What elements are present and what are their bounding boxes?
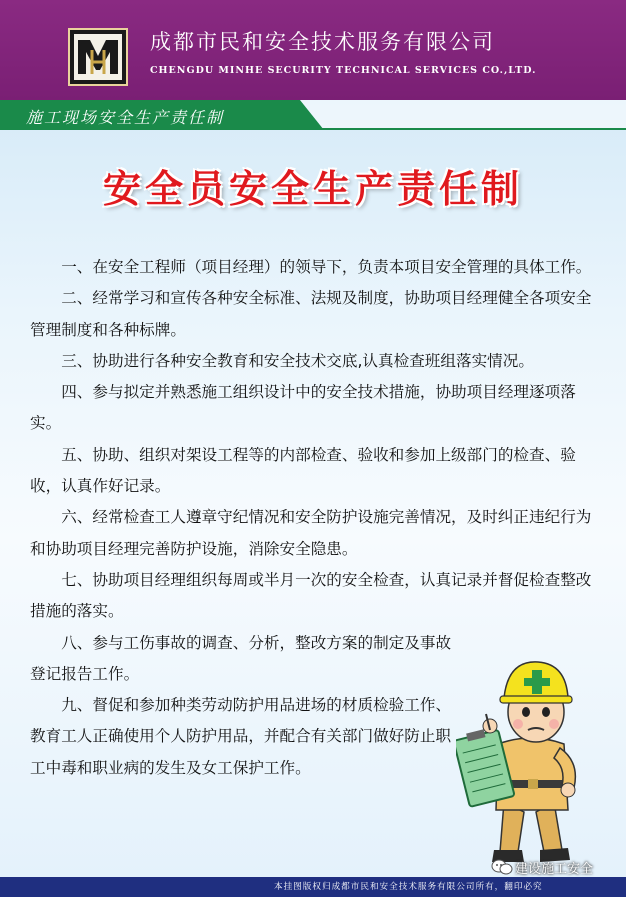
list-item: 九、督促和参加种类劳动防护用品进场的材质检验工作、教育工人正确使用个人防护用品，并配合有关部门做好防止职工中毒和职业病的发生及女工保护工作。 [30, 696, 452, 777]
company-name-cn: 成都市民和安全技术服务有限公司 [150, 30, 495, 54]
list-item: 三、协助进行各种安全教育和安全技术交底,认真检查班组落实情况。 [61, 351, 534, 370]
list-item: 二、经常学习和宣传各种安全标准、法规及制度，协助项目经理健全各项安全管理制度和各种标牌。 [30, 289, 592, 339]
mh-monogram-logo [70, 30, 126, 84]
page-title: 安全员安全生产责任制 [102, 167, 523, 211]
list-item: 五、协助、组织对架设工程等的内部检查、验收和参加上级部门的检查、验收，认真作好记录。 [30, 445, 576, 496]
safety-worker-illustration [456, 652, 606, 871]
footer-copyright: 本挂图版权归成都市民和安全技术服务有限公司所有，翻印必究 [274, 882, 543, 892]
list-item: 七、协助项目经理组织每周或半月一次的安全检查，认真记录并督促检查整改措施的落实。 [30, 570, 592, 621]
company-name-en: CHENGDU MINHE SECURITY TECHNICAL SERVICES CO.,LTD. [150, 65, 537, 76]
list-item: 四、参与拟定并熟悉施工组织设计中的安全技术措施，协助项目经理逐项落实。 [30, 383, 576, 433]
list-item: 一、在安全工程师（项目经理）的领导下，负责本项目安全管理的具体工作。 [61, 258, 592, 276]
wechat-icon [491, 858, 513, 876]
company-logo [68, 28, 128, 86]
watermark-text: 建设施工安全 [515, 862, 594, 877]
list-item: 六、经常检查工人遵章守纪情况和安全防护设施完善情况，及时纠正违纪行为和协助项目经理完善防护设施，消除安全隐患。 [30, 508, 592, 558]
list-item: 八、参与工伤事故的调查、分析，整改方案的制定及事故登记报告工作。 [30, 633, 452, 683]
section-label: 施工现场安全生产责任制 [26, 108, 225, 127]
